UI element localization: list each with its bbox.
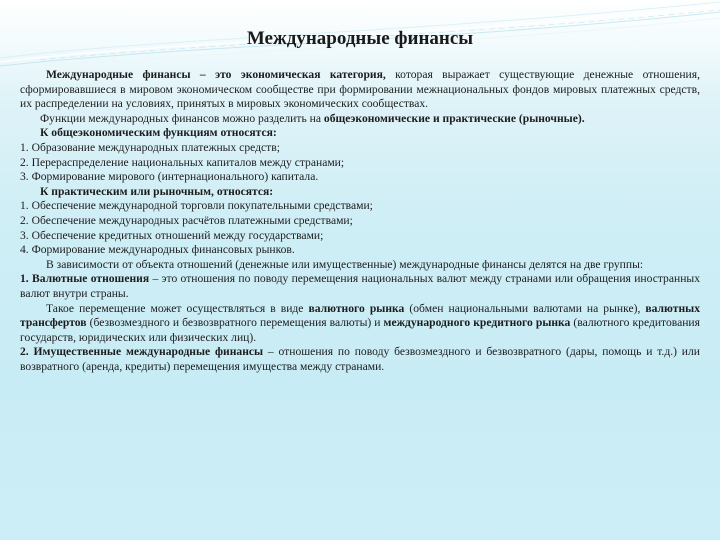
general-item-3: 3. Формирование мирового (интернационального) капитала. bbox=[20, 170, 319, 184]
group-2-bold: 2. Имущественные международные финансы bbox=[20, 345, 264, 359]
group-2-text: – отношения по поводу безвозмездного и безвозвратного (дары, помощь и т.д.) или возвратного (аренда, кредиты) перемещения имущества между странами. bbox=[20, 345, 700, 373]
group-1-text: – это отношения по поводу перемещения национальных валют между странами или обращения иностранных валют внутри страны. bbox=[20, 272, 700, 300]
market-functions-heading: К практическим или рыночным, относятся: bbox=[40, 184, 274, 198]
market-item-4: 4. Формирование международных финансовых рынков. bbox=[20, 243, 295, 257]
document-body bbox=[20, 68, 700, 374]
group-1-bold: 1. Валютные отношения bbox=[20, 272, 150, 286]
movement-paragraph: Такое перемещение может осуществляться в виде валютного рынка (обмен национальными валютами на рынке), валютных трансфертов (безвозмездного и безвозвратного перемещения валюты) и международного кредитного рынка (валютного кредитования государств, юридических или физических лиц). bbox=[20, 301, 700, 344]
currency-transfers-term: валютных трансфертов bbox=[20, 301, 700, 330]
market-item-2: 2. Обеспечение международных расчётов платежными средствами; bbox=[20, 213, 353, 227]
definition-bold: Международные финансы – это экономическая категория, bbox=[46, 68, 386, 81]
definition-paragraph bbox=[20, 68, 700, 112]
definition-text: которая выражает существующие денежные отношения, сформировавшиеся в мировом экономическом сообществе при формировании межнациональных фондов мировых платежных средств, их распределении на условиях, принятых в мировых экономических сообществах. bbox=[20, 68, 700, 111]
page-title: Международные финансы bbox=[246, 28, 474, 49]
general-functions-heading: К общеэкономическим функциям относятся: bbox=[40, 126, 277, 140]
market-item-1: 1. Обеспечение международной торговли покупательными средствами; bbox=[20, 199, 373, 213]
group-2-paragraph bbox=[20, 345, 700, 374]
general-item-2: 2. Перераспределение национальных капиталов между странами; bbox=[20, 155, 345, 169]
functions-bold: общеэкономические и практические (рыночные). bbox=[323, 111, 585, 125]
groups-paragraph: В зависимости от объекта отношений (денежные или имущественные) международные финансы делятся на две группы: bbox=[46, 257, 644, 271]
group-1-paragraph bbox=[20, 272, 700, 301]
currency-market-term: валютного рынка bbox=[308, 301, 405, 315]
market-item-3: 3. Обеспечение кредитных отношений между государствами; bbox=[20, 228, 324, 242]
functions-text: Функции международных финансов можно разделить на bbox=[40, 111, 324, 125]
credit-market-term: международного кредитного рынка bbox=[383, 316, 571, 330]
functions-paragraph bbox=[20, 112, 700, 127]
general-item-1: 1. Образование международных платежных средств; bbox=[20, 140, 280, 154]
